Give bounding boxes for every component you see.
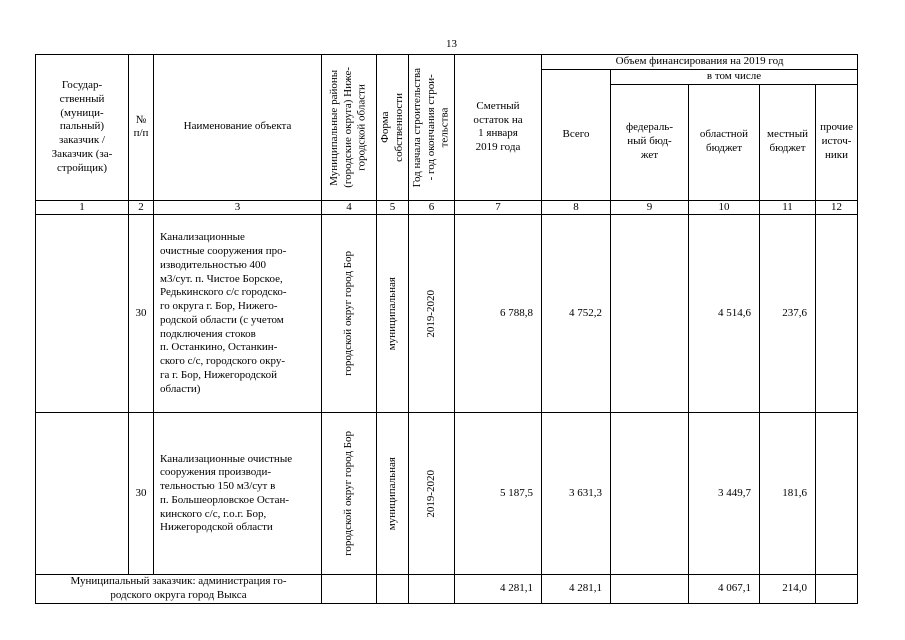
column-number: 1 [36, 200, 129, 215]
row-total: 3 631,3 [542, 413, 611, 575]
row-customer [36, 215, 129, 413]
column-number: 2 [129, 200, 154, 215]
header-federal: федераль- ный бюд- жет [611, 84, 689, 200]
row-ownership [377, 215, 409, 413]
header-customer: Государ- ственный (муници- пальный) заказчик / Заказчик (за- стройщик) [36, 55, 129, 201]
header-ownership [377, 55, 409, 201]
page-number: 13 [446, 38, 457, 50]
header-district-text: Муниципальные районы (городские округа) Ниже- городской области [328, 66, 368, 188]
summary-ownership [377, 575, 409, 604]
summary-years [409, 575, 455, 604]
row-federal [611, 413, 689, 575]
summary-local: 214,0 [760, 575, 816, 604]
header-years-text: Год начала строительства - год окончания строи- тельства [410, 67, 451, 187]
table-row [36, 215, 858, 413]
column-number: 5 [377, 200, 409, 215]
header-total: Всего [542, 69, 611, 200]
row-regional: 3 449,7 [689, 413, 760, 575]
row-customer [36, 413, 129, 575]
header-district [322, 55, 377, 201]
row-object-name: Канализационные очистные сооружения про- изводительностью 400 м3/сут. п. Чистое Борское, Редькинского с/с городско- го округа г. Бор, Нижего- родской области (с учетом подключения стоков п. Останкино, Останкин- ского с/с, городского окру- га г. Бор, Нижегородской области) [154, 215, 322, 413]
row-years-text: 2019-2020 [424, 469, 437, 518]
column-number: 10 [689, 200, 760, 215]
row-local: 237,6 [760, 215, 816, 413]
header-ownership-text: Форма собственности [378, 92, 405, 162]
column-number: 4 [322, 200, 377, 215]
row-other [816, 215, 858, 413]
column-number: 7 [455, 200, 542, 215]
row-ownership-text: муниципальная [385, 277, 398, 351]
row-district [322, 215, 377, 413]
column-number: 6 [409, 200, 455, 215]
row-ownership [377, 413, 409, 575]
column-number: 3 [154, 200, 322, 215]
row-federal [611, 215, 689, 413]
header-other: прочие источ- ники [816, 84, 858, 200]
column-number: 8 [542, 200, 611, 215]
header-funding-volume: Объем финансирования на 2019 год [542, 55, 858, 70]
header-years [409, 55, 455, 201]
row-district-text: городской округ город Бор [342, 431, 355, 557]
summary-regional: 4 067,1 [689, 575, 760, 604]
row-district-text: городской округ город Бор [342, 251, 355, 377]
summary-label: Муниципальный заказчик: администрация го- родского округа город Выкса [36, 575, 322, 604]
row-district [322, 413, 377, 575]
row-number: 30 [129, 215, 154, 413]
table-row [36, 413, 858, 575]
row-number: 30 [129, 413, 154, 575]
row-balance: 6 788,8 [455, 215, 542, 413]
row-local: 181,6 [760, 413, 816, 575]
column-number: 11 [760, 200, 816, 215]
summary-balance: 4 281,1 [455, 575, 542, 604]
funding-table [35, 54, 858, 604]
header-including: в том числе [611, 69, 858, 84]
row-years-text: 2019-2020 [424, 289, 437, 338]
row-years [409, 215, 455, 413]
summary-other [816, 575, 858, 604]
row-total: 4 752,2 [542, 215, 611, 413]
header-regional: областной бюджет [689, 84, 760, 200]
row-balance: 5 187,5 [455, 413, 542, 575]
row-object-name: Канализационные очистные сооружения производи- тельностью 150 м3/сут в п. Большеорловское Остан- кинского с/с, г.о.г. Бор, Нижегородской области [154, 413, 322, 575]
header-local: местный бюджет [760, 84, 816, 200]
summary-row [36, 575, 858, 604]
summary-total: 4 281,1 [542, 575, 611, 604]
summary-district [322, 575, 377, 604]
column-number: 12 [816, 200, 858, 215]
header-object-name: Наименование объекта [154, 55, 322, 201]
row-other [816, 413, 858, 575]
header-number: № п/п [129, 55, 154, 201]
row-years [409, 413, 455, 575]
row-regional: 4 514,6 [689, 215, 760, 413]
column-number: 9 [611, 200, 689, 215]
summary-federal [611, 575, 689, 604]
row-ownership-text: муниципальная [385, 457, 398, 531]
header-estimated-balance: Сметный остаток на 1 января 2019 года [455, 55, 542, 201]
